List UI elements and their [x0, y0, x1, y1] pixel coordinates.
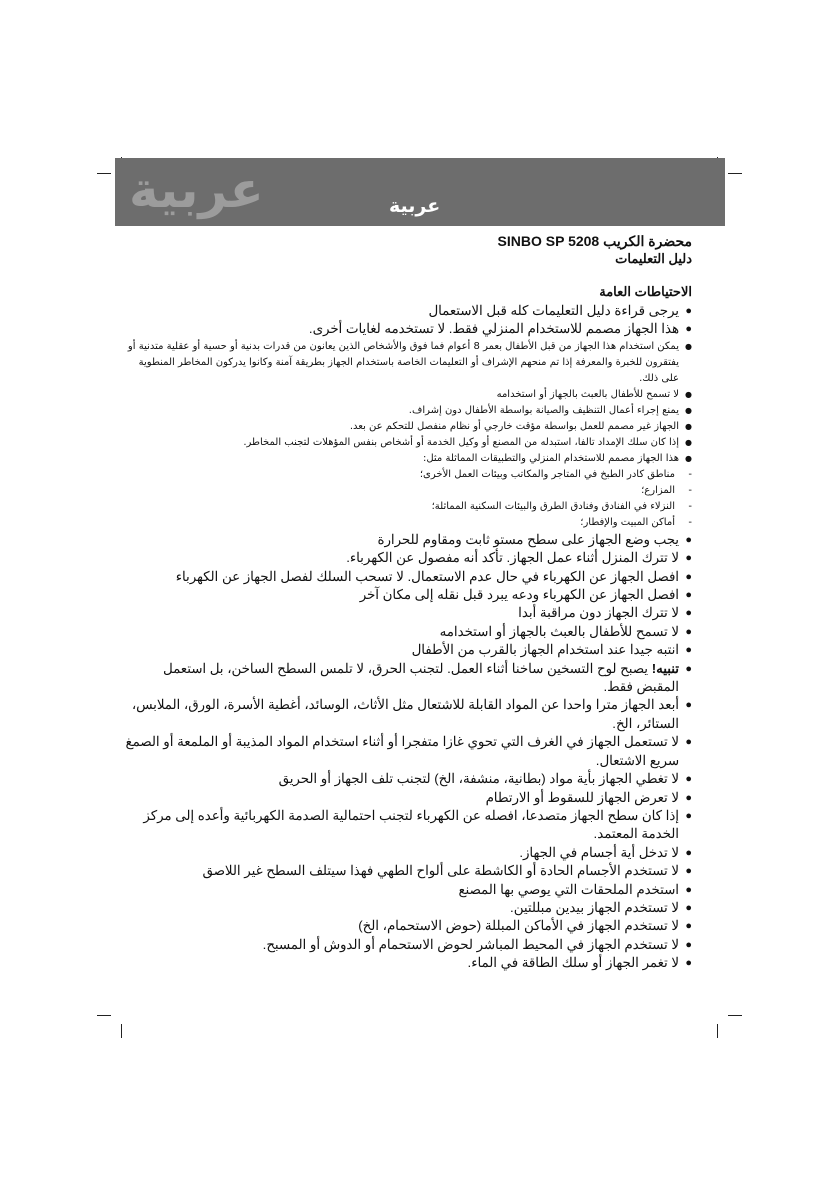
- warning-label: تنبيه!: [651, 660, 679, 676]
- list-item: ● إذا كان سطح الجهاز متصدعا، افصله عن الكهرباء لتجنب احتمالية الصدمة الكهربائية وأعده إلى مركز الخدمة المعتمد.: [120, 807, 692, 844]
- list-item: ● لا تغطي الجهاز بأية مواد (بطانية، منشفة، الخ) لتجنب تلف الجهاز أو الحريق: [120, 770, 692, 788]
- list-item: ● لا تسمح للأطفال بالعبث بالجهاز أو استخدامه: [120, 623, 692, 641]
- list-item: ● يمكن استخدام هذا الجهاز من قبل الأطفال بعمر 8 أعوام فما فوق والأشخاص الذين يعانون من قدرات بدنية أو حسية أو عقلية متدنية أو يفتقرون للخبرة والمعرفة إذا تم منحهم الإشراف أو التعليمات الخاصة باستخدام الجهاز بطريقة آمنة وكانوا يدركون المخاطر المنطوية على ذلك.: [120, 339, 692, 387]
- list-item: ● لا تستخدم الجهاز بيدين مبللتين.: [120, 899, 692, 917]
- list-item: ● لا تترك المنزل أثناء عمل الجهاز. تأكد أنه مفصول عن الكهرباء.: [120, 549, 692, 567]
- list-item: ● لا تستخدم الأجسام الحادة أو الكاشطة على ألواح الطهي فهذا سيتلف السطح غير اللاصق: [120, 862, 692, 880]
- list-item: ● استخدم الملحقات التي يوصي بها المصنع: [120, 881, 692, 899]
- language-banner: [115, 158, 725, 226]
- crop-mark: [97, 1015, 111, 1016]
- list-item: ● أبعد الجهاز مترا واحدا عن المواد القابلة للاشتعال مثل الأثاث، الوسائد، أغطية الأسرة، الورق، الملابس، الستائر، الخ.: [120, 696, 692, 733]
- crop-mark: [717, 1024, 718, 1038]
- section-heading: الاحتياطات العامة: [599, 284, 692, 299]
- crop-mark: [97, 173, 111, 174]
- warning-item: [120, 660, 692, 697]
- list-item: ● انتبه جيدا عند استخدام الجهاز بالقرب من الأطفال: [120, 641, 692, 659]
- sub-list-item: - النزلاء في الفنادق وفنادق الطرق والبيئات السكنية المماثلة؛: [120, 499, 692, 515]
- list-item: ● لا تستعمل الجهاز في الغرف التي تحوي غازا متفجرا أو أثناء استخدام المواد المذيبة أو الملمعة أو الصمغ سريع الاشتعال.: [120, 733, 692, 770]
- list-item: ● يرجى قراءة دليل التعليمات كله قبل الاستعمال: [120, 302, 692, 320]
- document-body: [120, 230, 692, 973]
- list-item: ● هذا الجهاز مصمم للاستخدام المنزلي والتطبيقات المماثلة مثل:: [120, 451, 692, 467]
- crop-mark: [728, 1015, 742, 1016]
- banner-title: عربية: [389, 195, 441, 217]
- list-item: ● يمنع إجراء أعمال التنظيف والصيانة بواسطة الأطفال دون إشراف.: [120, 403, 692, 419]
- sub-list-item: - المزارع؛: [120, 483, 692, 499]
- list-item: ● لا تغمر الجهاز أو سلك الطاقة في الماء.: [120, 954, 692, 972]
- crop-mark: [728, 173, 742, 174]
- list-item: ● إذا كان سلك الإمداد تالفا، استبدله من المصنع أو وكيل الخدمة أو أشخاص بنفس المؤهلات لتجنب المخاطر.: [120, 435, 692, 451]
- precautions-list: [120, 302, 692, 973]
- sub-list-item: - أماكن المبيت والإفطار؛: [120, 515, 692, 531]
- list-item: ● لا تسمح للأطفال بالعبث بالجهاز أو استخدامه: [120, 387, 692, 403]
- document-title: محضرة الكريب SINBO SP 5208: [497, 233, 692, 249]
- list-item: ● هذا الجهاز مصمم للاستخدام المنزلي فقط. لا تستخدمه لغايات أخرى.: [120, 320, 692, 338]
- list-item: ● افصل الجهاز عن الكهرباء ودعه يبرد قبل نقله إلى مكان آخر: [120, 586, 692, 604]
- list-item: ● لا تعرض الجهاز للسقوط أو الارتطام: [120, 789, 692, 807]
- crop-mark: [121, 1024, 122, 1038]
- list-item: ● لا تدخل أية أجسام في الجهاز.: [120, 844, 692, 862]
- list-item: ● افصل الجهاز عن الكهرباء في حال عدم الاستعمال. لا تسحب السلك لفصل الجهاز عن الكهرباء: [120, 568, 692, 586]
- list-item: ● لا تترك الجهاز دون مراقبة أبدا: [120, 604, 692, 622]
- document-subtitle: دليل التعليمات: [615, 251, 692, 266]
- banner-watermark-title: عربية: [129, 161, 264, 219]
- list-item: ● يجب وضع الجهاز على سطح مستو ثابت ومقاوم للحرارة: [120, 531, 692, 549]
- sub-list-item: - مناطق كادر الطبخ في المتاجر والمكاتب وبيئات العمل الأخرى؛: [120, 467, 692, 483]
- warning-text: يصبح لوح التسخين ساخنا أثناء العمل. لتجنب الحرق، لا تلمس السطح الساخن، بل استعمل المقبض فقط.: [163, 660, 679, 695]
- list-item: ● لا تستخدم الجهاز في الأماكن المبللة (حوض الاستحمام، الخ): [120, 917, 692, 935]
- list-item: ● لا تستخدم الجهاز في المحيط المباشر لحوض الاستحمام أو الدوش أو المسبح.: [120, 936, 692, 954]
- list-item: ● الجهاز غير مصمم للعمل بواسطة مؤقت خارجي أو نظام منفصل للتحكم عن بعد.: [120, 419, 692, 435]
